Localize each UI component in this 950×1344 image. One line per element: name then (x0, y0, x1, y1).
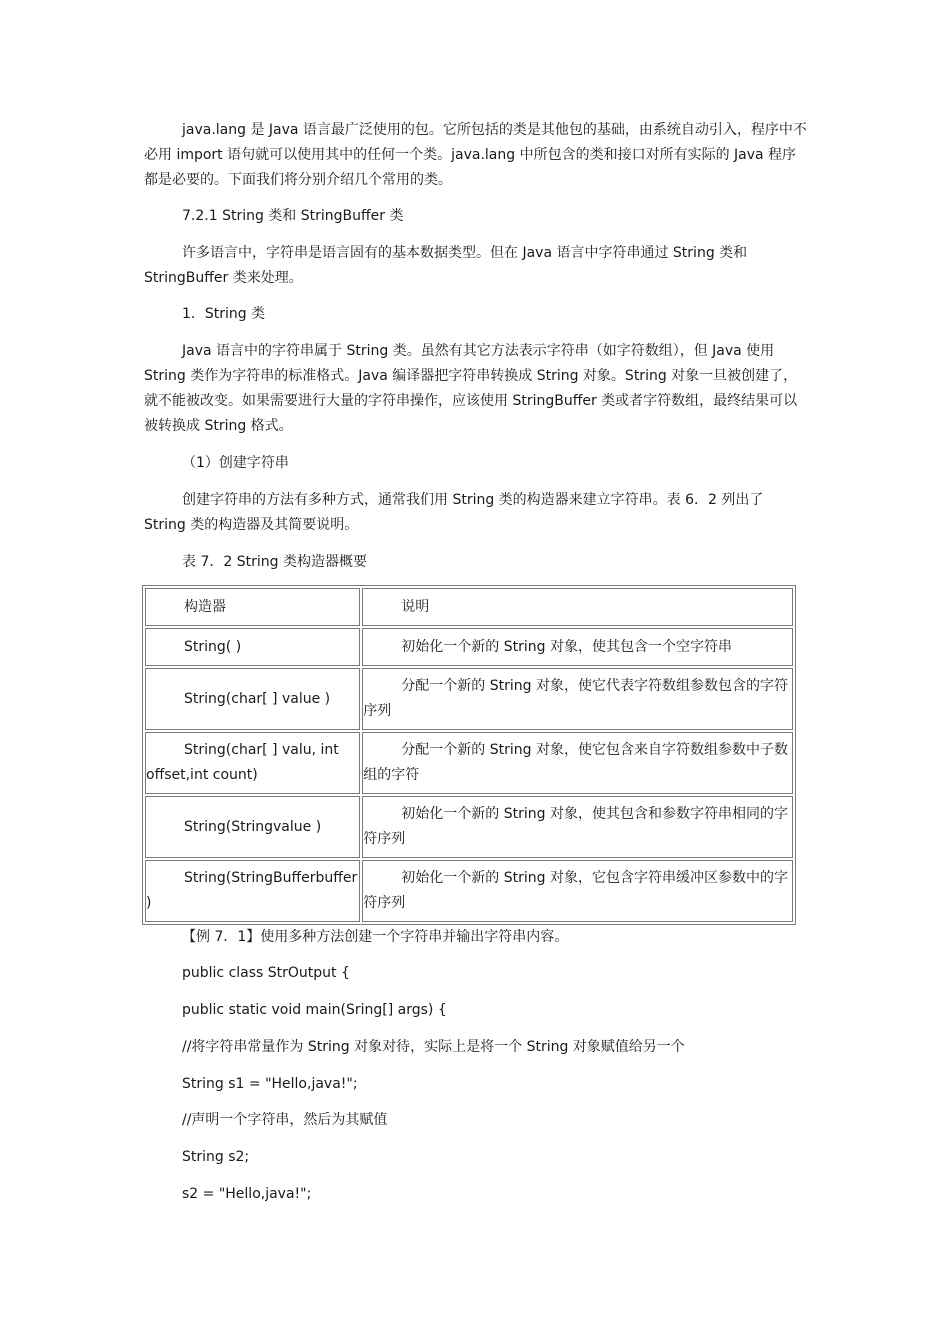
table-cell-description: 初始化一个新的 String 对象，使其包含一个空字符串 (362, 628, 793, 666)
table-row (145, 628, 793, 666)
table-cell-description: 初始化一个新的 String 对象，使其包含和参数字符串相同的字符序列 (362, 796, 793, 858)
table-cell-description: 分配一个新的 String 对象，使它包含来自字符数组参数中子数组的字符 (362, 732, 793, 794)
table-row (145, 732, 793, 794)
subsection-heading: 1．String 类 (182, 306, 266, 322)
string-description-paragraph: Java 语言中的字符串属于 String 类。虽然有其它方法表示字符串（如字符数组），但 Java 使用 String 类作为字符串的标准格式。Java 编译器把字符串转换成 String 对象。String 对象一旦被创建了，就不能被改变。如果需要进行大量的字符串操作，应该使用 StringBuffer 类或者字符数组，最终结果可以被转换成 String 格式。 (144, 343, 798, 434)
table-cell-constructor: String(char[ ] value ) (145, 668, 360, 730)
table-header-cell: 说明 (362, 588, 793, 626)
code-line: //声明一个字符串，然后为其赋值 (182, 1112, 388, 1128)
intro-paragraph: java.lang 是 Java 语言最广泛使用的包。它所包括的类是其他包的基础，由系统自动引入，程序中不必用 import 语句就可以使用其中的任何一个类。java.lang 中所包含的类和接口对所有实际的 Java 程序都是必要的。下面我们将分别介绍几个常用的类。 (144, 122, 807, 188)
constructor-table (142, 585, 796, 925)
table-cell-description: 初始化一个新的 String 对象，它包含字符串缓冲区参数中的字符序列 (362, 860, 793, 922)
create-string-paragraph: 创建字符串的方法有多种方式，通常我们用 String 类的构造器来建立字符串。表 6．2 列出了 String 类的构造器及其简要说明。 (144, 492, 764, 533)
table-header-cell: 构造器 (145, 588, 360, 626)
code-line: s2 = "Hello,java!"; (182, 1186, 312, 1202)
table-cell-constructor: String( ) (145, 628, 360, 666)
example-title: 【例 7．1】使用多种方法创建一个字符串并输出字符串内容。 (182, 929, 569, 945)
section-intro-paragraph: 许多语言中，字符串是语言固有的基本数据类型。但在 Java 语言中字符串通过 String 类和 StringBuffer 类来处理。 (144, 245, 748, 286)
table-row (145, 668, 793, 730)
code-line: String s2; (182, 1149, 250, 1165)
table-cell-constructor: String(char[ ] valu, int offset,int count) (145, 732, 360, 794)
code-line: String s1 = "Hello,java!"; (182, 1076, 358, 1092)
code-line: //将字符串常量作为 String 对象对待，实际上是将一个 String 对象赋值给另一个 (182, 1039, 685, 1055)
table-caption: 表 7．2 String 类构造器概要 (182, 554, 367, 570)
table-cell-constructor: String(StringBufferbuffer ) (145, 860, 360, 922)
table-cell-constructor: String(Stringvalue ) (145, 796, 360, 858)
table-row (145, 860, 793, 922)
table-row (145, 796, 793, 858)
code-line: public class StrOutput { (182, 965, 350, 981)
table-header-row (145, 588, 793, 626)
section-heading: 7.2.1 String 类和 StringBuffer 类 (182, 208, 404, 224)
create-string-heading: （1）创建字符串 (182, 455, 289, 471)
code-line: public static void main(Sring[] args) { (182, 1002, 447, 1018)
table-cell-description: 分配一个新的 String 对象，使它代表字符数组参数包含的字符序列 (362, 668, 793, 730)
